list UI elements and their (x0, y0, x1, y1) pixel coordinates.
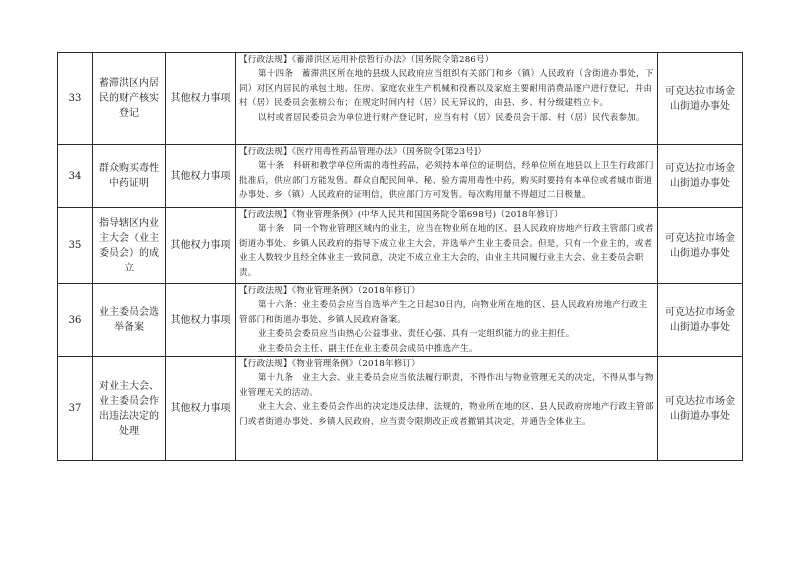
table-row (58, 357, 743, 461)
item-type: 其他权力事项 (166, 357, 236, 461)
responsible-department: 可克达拉市场金山街道办事处 (658, 53, 743, 145)
row-number: 34 (58, 145, 93, 208)
table-row (58, 208, 743, 284)
legal-basis (236, 145, 658, 208)
responsible-department: 可克达拉市场金山街道办事处 (658, 357, 743, 461)
responsible-department: 可克达拉市场金山街道办事处 (658, 208, 743, 284)
legal-basis (236, 53, 658, 145)
page-footer-bleed (345, 553, 745, 559)
item-type: 其他权力事项 (166, 284, 236, 357)
row-number: 33 (58, 53, 93, 145)
item-type: 其他权力事项 (166, 53, 236, 145)
responsible-department: 可克达拉市场金山街道办事处 (658, 284, 743, 357)
basis-line: 【行政法规】《物业管理条例》（2018年修订） (239, 359, 421, 370)
basis-line: 业主大会、业主委员会作出的决定违反法律、法规的，物业所在地的区、县人民政府房地产行政主管部门或者街道办事处、乡镇人民政府，应当责令限期改正或者撤销其决定，并通告全体业主。 (239, 402, 654, 427)
item-name: 群众购买毒性中药证明 (93, 145, 166, 208)
basis-line: 业主委员会主任、副主任在业主委员会成员中推选产生。 (257, 343, 478, 354)
basis-line: 第十条 同一个物业管理区域内的业主，应当在物业所在地的区、县人民政府房地产行政主管部门或者街道办事处、乡镇人民政府的指导下成立业主大会，并选举产生业主委员会。但是，只有一个业主的，或者业主人数较少且经全体业主一致同意，决定不成立业主大会的，由业主共同履行业主大会、业主委员会职责。 (239, 224, 654, 278)
basis-line: 第十九条 业主大会、业主委员会应当依法履行职责，不得作出与物业管理无关的决定，不得从事与物业管理无关的活动。 (239, 373, 654, 398)
row-number: 35 (58, 208, 93, 284)
basis-line: 【行政法规】《物业管理条例》(中华人民共和国国务院令第698号)（2018年修订） (239, 210, 563, 220)
legal-basis (236, 284, 658, 357)
table-row (58, 145, 743, 208)
item-type: 其他权力事项 (166, 208, 236, 284)
basis-line: 第十条 科研和教学单位所需的毒性药品，必须持本单位的证明信，经单位所在地县以上卫生行政部门批准后，供应部门方能发售。群众自配民间单、秘、验方需用毒性中药，购买时要持有本单位或者城市街道办事处、乡（镇）人民政府的证明信，供应部门方可发售。每次购用量不得超过二日极量。 (239, 161, 654, 201)
responsible-department: 可克达拉市场金山街道办事处 (658, 145, 743, 208)
item-type: 其他权力事项 (166, 145, 236, 208)
power-list-table (57, 52, 743, 461)
basis-line: 【行政法规】《蓄滞洪区运用补偿暂行办法》（国务院令第286号） (239, 55, 494, 65)
legal-basis (236, 357, 658, 461)
table-row (58, 284, 743, 357)
basis-line: 【行政法规】《物业管理条例》（2018年修订） (239, 286, 421, 296)
basis-line: 业主委员会委员应当由热心公益事业、责任心强、具有一定组织能力的业主担任。 (257, 329, 575, 340)
basis-line: 第十六条：业主委员会应当自选举产生之日起30日内，向物业所在地的区、县人民政府房地产行政主管部门和街道办事处、乡镇人民政府备案。 (239, 300, 648, 325)
item-name: 业主委员会选举备案 (93, 284, 166, 357)
item-name: 指导辖区内业主大会（业主委员会）的成立 (93, 208, 166, 284)
basis-line: 第十四条 蓄滞洪区所在地的县级人民政府应当组织有关部门和乡（镇）人民政府（含街道办事处，下同）对区内居民的承包土地、住房、家庭农业生产机械和役畜以及家庭主要耐用消费品逐户进行登记，并由村（居）民委员会张榜公布；在规定时间内村（居）民无异议的，由县、乡、村分级建档立卡。 (239, 69, 654, 109)
row-number: 36 (58, 284, 93, 357)
item-name: 对业主大会、业主委员会作出违法决定的处理 (93, 357, 166, 461)
basis-line: 【行政法规】《医疗用毒性药品管理办法》（国务院令[第23号]） (239, 147, 487, 157)
legal-basis (236, 208, 658, 284)
item-name: 蓄滞洪区内居民的财产核实登记 (93, 53, 166, 145)
basis-line: 以村或者居民委员会为单位进行财产登记时，应当有村（居）民委员会干部、村（居）民代表参加。 (257, 112, 645, 123)
row-number: 37 (58, 357, 93, 461)
table-row (58, 53, 743, 145)
